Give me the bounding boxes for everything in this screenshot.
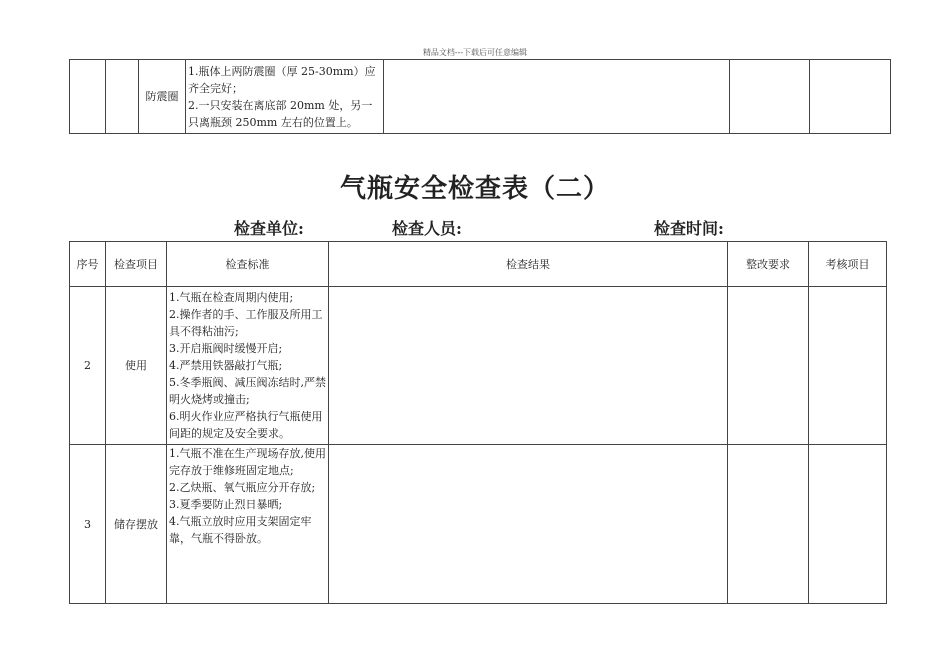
row-no: 2: [70, 287, 106, 445]
meta-inspector-label: 检查人员:: [392, 219, 462, 238]
standard-line: 6.明火作业应严格执行气瓶使用间距的规定及安全要求。: [169, 410, 323, 440]
row-standard: [167, 287, 329, 445]
standard-line: 1.气瓶不准在生产现场存放,使用完存放于维修班固定地点;: [169, 447, 326, 477]
document-header: 精品文档---下载后可任意编辑: [422, 48, 528, 57]
row-rectify: [728, 445, 809, 604]
top-assess-cell: [810, 60, 891, 134]
row-assess: [809, 445, 887, 604]
standard-line: 2.乙炔瓶、氧气瓶应分开存放;: [169, 481, 316, 494]
table-row: [70, 445, 887, 604]
row-item: 储存摆放: [106, 445, 167, 604]
row-no: 3: [70, 445, 106, 604]
column-header-item: 检查项目: [106, 242, 167, 287]
top-cell-blank: [106, 60, 139, 134]
row-result: [329, 287, 728, 445]
standard-line: 3.夏季要防止烈日暴晒;: [169, 498, 283, 511]
top-cell-no: [70, 60, 106, 134]
page-title: 气瓶安全检查表（二）: [339, 174, 610, 204]
standard-line: 2.一只安装在离底部 20mm 处，另一只离瓶颈 250mm 左右的位置上。: [188, 98, 373, 129]
row-rectify: [728, 287, 809, 445]
standard-line: 4.严禁用铁器敲打气瓶;: [169, 359, 283, 372]
top-result-cell: [384, 60, 730, 134]
standard-line: 4.气瓶立放时应用支架固定牢靠，气瓶不得卧放。: [169, 515, 312, 545]
inspection-table: [69, 241, 887, 604]
standard-line: 3.开启瓶阀时缓慢开启;: [169, 342, 283, 355]
column-header-result: 检查结果: [329, 242, 728, 287]
top-item-cell: 防震圈: [139, 60, 186, 134]
table-header-row: [70, 242, 887, 287]
standard-line: 2.操作者的手、工作服及所用工具不得粘油污;: [169, 308, 323, 338]
standard-line: 1.气瓶在检查周期内使用;: [169, 291, 294, 304]
row-item: 使用: [106, 287, 167, 445]
column-header-no: 序号: [70, 242, 106, 287]
row-standard: [167, 445, 329, 604]
top-standard-cell: [186, 60, 384, 134]
top-rectify-cell: [730, 60, 810, 134]
top-table: [69, 59, 891, 134]
column-header-assess: 考核项目: [809, 242, 887, 287]
column-header-standard: 检查标准: [167, 242, 329, 287]
table-row: [70, 287, 887, 445]
row-assess: [809, 287, 887, 445]
standard-line: 1.瓶体上两防震圈（厚 25-30mm）应齐全完好；: [188, 64, 376, 95]
row-result: [329, 445, 728, 604]
meta-time-label: 检查时间:: [654, 219, 724, 238]
meta-unit-label: 检查单位:: [234, 219, 304, 238]
standard-line: 5.冬季瓶阀、减压阀冻结时,严禁明火烧烤或撞击;: [169, 376, 326, 406]
column-header-rectify: 整改要求: [728, 242, 809, 287]
